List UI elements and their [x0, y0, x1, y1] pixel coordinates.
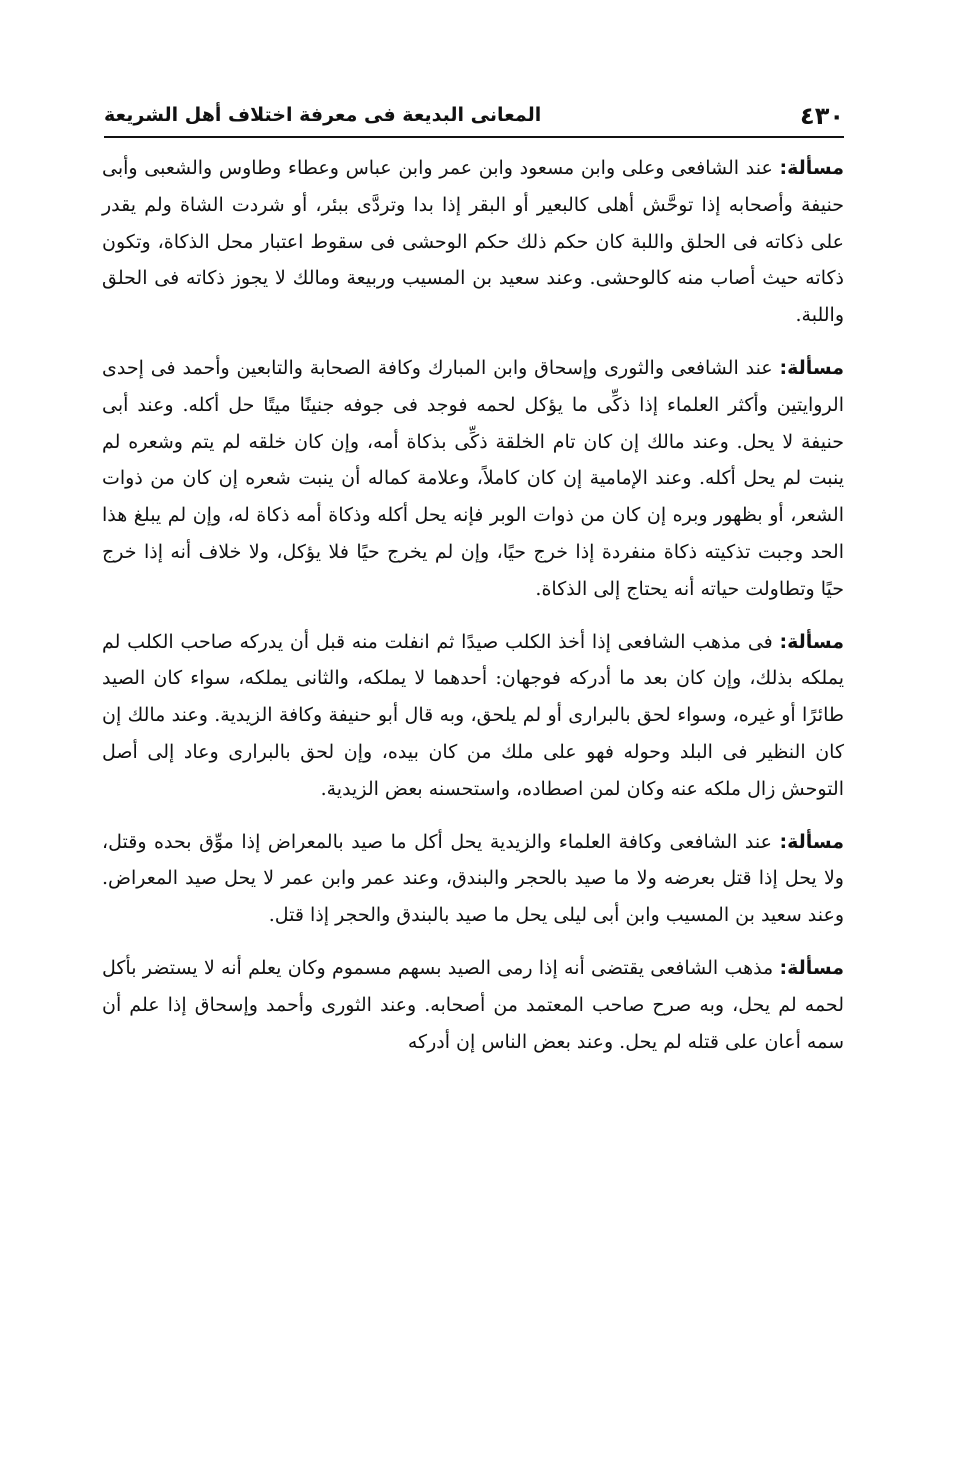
paragraph-term: مسألة: — [779, 157, 844, 179]
paragraph-text: مذهب الشافعى يقتضى أنه إذا رمى الصيد بسهم مسموم وكان يعلم أنه لا يستضر بأكل لحمه لم يحل، وبه صرح صاحب المعتمد من أصحابه. وعند الثورى وأحمد وإسحاق إذا علم أن سمه أعان على قتله لم يحل. وعند بعض الناس إن أدركه — [102, 956, 844, 1053]
page-header — [104, 100, 844, 138]
paragraph — [102, 350, 844, 608]
paragraph-term: مسألة: — [779, 830, 844, 853]
body-text — [102, 150, 844, 1076]
paragraph-term: مسألة: — [779, 630, 844, 653]
paragraph-term: مسألة: — [779, 956, 844, 979]
running-title: المعانى البديعة فى معرفة اختلاف أهل الشريعة — [104, 104, 542, 126]
paragraph-text: فى مذهب الشافعى إذا أخذ الكلب صيدًا ثم انفلت منه قبل أن يدركه صاحب الكلب لم يملكه بذلك، وإن كان بعد ما أدركه فوجهان: أحدهما لا يملكه، والثانى يملكه، سواء كان الصيد طائرًا أو غيره، وسواء لحق بالبرارى أو لم يلحق، وبه قال أبو حنيفة وكافة الزيدية. وعند مالك إن كان النظير فى البلد وحوله فهو على ملك من كان بيده، وإن لحق بالبرارى وعاد إلى أصل التوحش زال ملكه عنه وكان لمن اصطاده، واستحسنه بعض الزيدية. — [102, 630, 844, 800]
paragraph-text: عند الشافعى وعلى وابن مسعود وابن عمر وابن عباس وعطاء وطاوس والشعبى وأبى حنيفة وأصحابه إذا توحَّش أهلى كالبعير أو البقر إذا بدا وتردَّى ببئر، أو شردت الشاة ولم يقدر على ذكاته فى الحلق واللبة كان حكم ذلك حكم الوحشى فى سقوط اعتبار محل الذكاة، وتكون ذكاته حيث أصاب منه كالوحشى. وعند سعيد بن المسيب وربيعة ومالك لا يجوز ذكاته فى الحلق واللبة. — [102, 157, 844, 327]
paragraph — [102, 824, 844, 934]
page-number: ٤٣٠ — [800, 102, 844, 130]
paragraph — [102, 624, 844, 808]
paragraph — [102, 950, 844, 1060]
paragraph-text: عند الشافعى وكافة العلماء والزيدية يحل أكل ما صيد بالمعراض إذا موِّق بحده وقتل، ولا يحل إذا قتل بعرضه ولا ما صيد بالحجر والبندق، وعند عمر وابن عمر لا يحل صيد المعراض. وعند سعيد بن المسيب وابن أبى ليلى يحل ما صيد بالبندق والحجر إذا قتل. — [102, 830, 844, 927]
paragraph — [102, 150, 844, 334]
paragraph-text: عند الشافعى والثورى وإسحاق وابن المبارك وكافة الصحابة والتابعين وأحمد فى إحدى الروايتين وأكثر العلماء إذا ذكِّى ما يؤكل لحمه فوجد فى جوفه جنينًا ميتًا حل أكله. وعند أبى حنيفة لا يحل. وعند مالك إن كان تام الخلقة ذكِّى بذكاة أمه، وإن كان خلقه لم يتم وشعره لم ينبت لم يحل أكله. وعند الإمامية إن كان كاملاً، وعلامة كماله أن ينبت شعره إن كان من ذوات الشعر، أو بظهور وبره إن كان من ذوات الوبر فإنه يحل أكله وذكاة أمه ذكاة له، وإن لم يبلغ هذا الحد وجبت تذكيته ذكاة منفردة إذا خرج حيًا، وإن لم يخرج حيًا فلا يؤكل، ولا خلاف أنه إذا خرج حيًا وتطاولت حياته أنه يحتاج إلى الذكاة. — [102, 356, 844, 600]
paragraph-term: مسألة: — [779, 356, 844, 379]
